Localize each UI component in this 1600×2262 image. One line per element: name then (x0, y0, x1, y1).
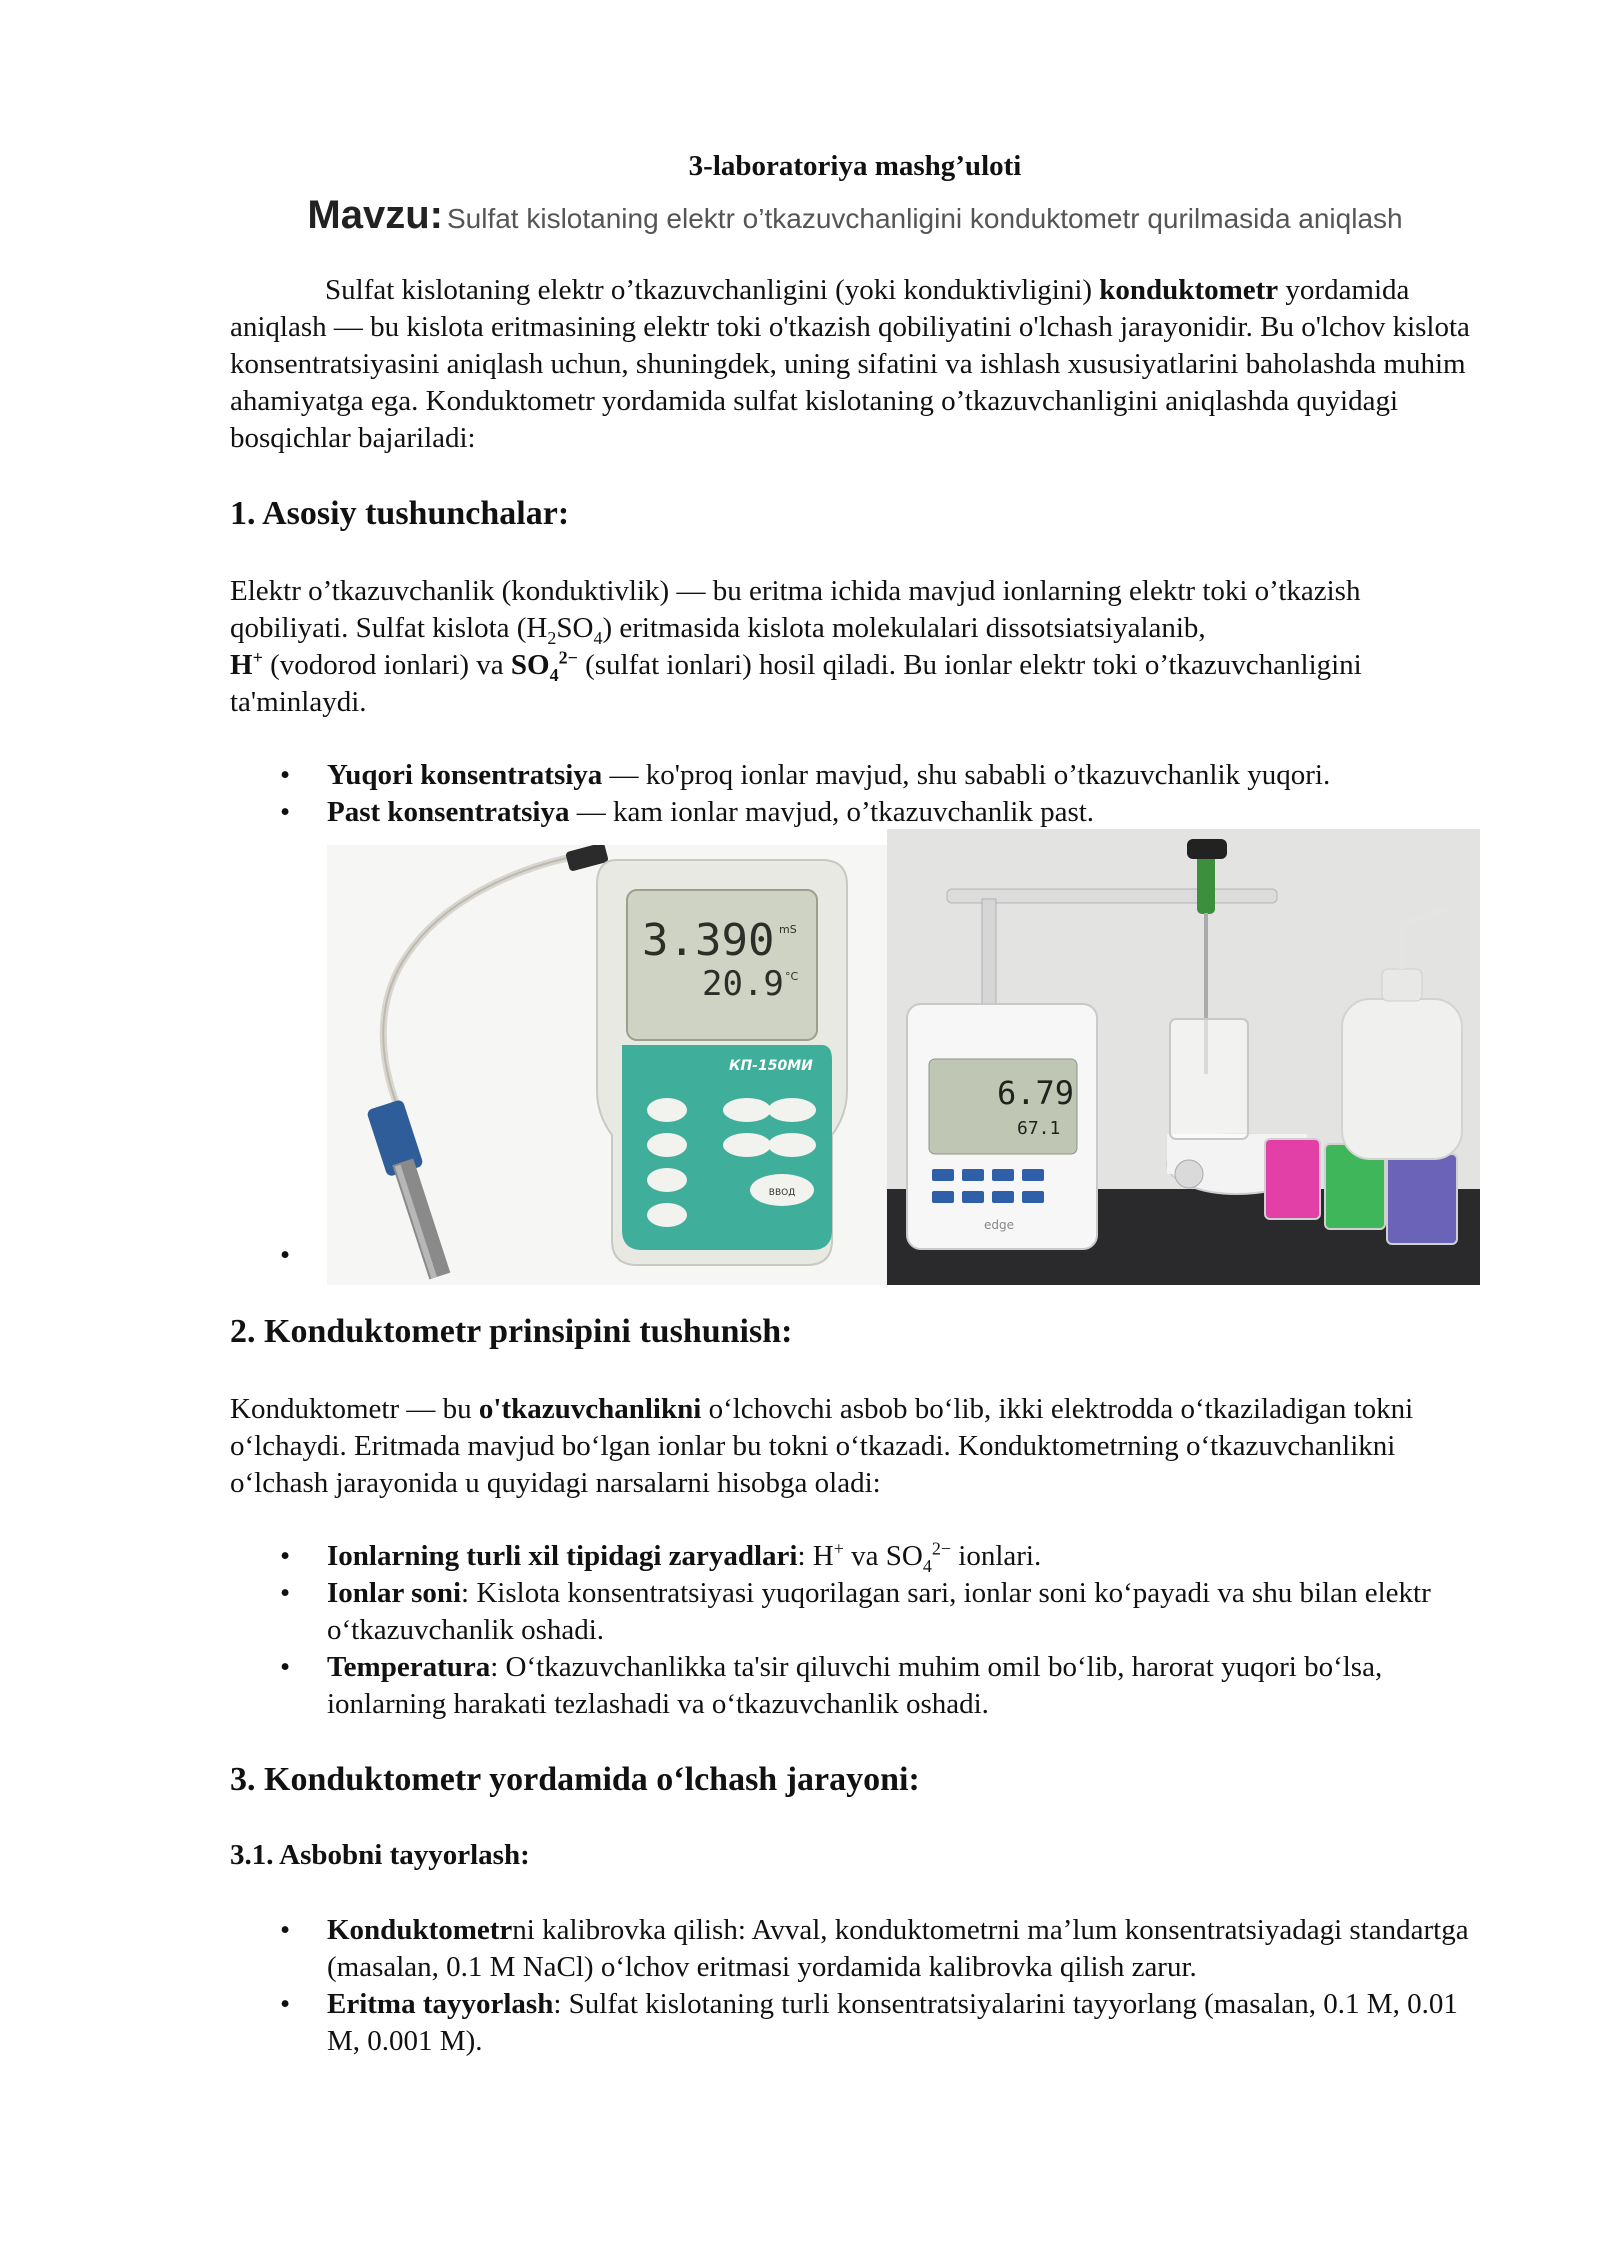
bullet-dot: • (280, 1651, 291, 1683)
document-page (230, 150, 1480, 2060)
left-display-unit: mS (779, 923, 797, 936)
bullet-text: : O‘tkazuvchanlikka ta'sir qiluvchi muhim omil bo‘lib, harorat yuqori bo‘lsa, ionlarning harakati tezlashadi va o‘tkazuvchanlik oshadi. (327, 1651, 1383, 1720)
bullet-dot: • (280, 1914, 291, 1946)
list-item (230, 1912, 1480, 1986)
bullet-dot: • (280, 1239, 291, 1271)
bullet-text: va SO (843, 1540, 923, 1572)
right-display-sub: 67.1 (1017, 1118, 1061, 1139)
s1-h-ion: H (230, 649, 253, 681)
bullet-bold: Ionlarning turli xil tipidagi zaryadlari (327, 1540, 798, 1572)
list-item (230, 1575, 1480, 1649)
topic-label: Mavzu: (307, 193, 443, 237)
bullet-text: — ko'proq ionlar mavjud, shu sababli o’tkazuvchanlik yuqori. (602, 759, 1331, 791)
bullet-dot: • (280, 759, 291, 791)
s1-sub-4b: 4 (549, 664, 559, 685)
bullet-dot: • (280, 1577, 291, 1609)
s2-charge: 2− (931, 1538, 952, 1559)
list-item (230, 1538, 1480, 1575)
topic-line (230, 193, 1480, 238)
intro-paragraph (230, 272, 1480, 457)
bullet-bold: Ionlar soni (327, 1577, 462, 1609)
s1-text-b: ) eritmasida kislota molekulalari dissotsiatsiyalanib, (602, 612, 1206, 644)
intro-bold-term: konduktometr (1099, 274, 1279, 306)
s2-text-a: Konduktometr — bu (230, 1393, 479, 1425)
list-item (230, 1986, 1480, 2060)
list-item (230, 794, 1480, 831)
intro-text-2: yordamida aniqlash — bu kislota eritmasining elektr toki o'tkazish qobiliyatini o'lchash jarayonidir. Bu o'lchov kislota konsentratsiyasini aniqlash uchun, shuningdek, uning sifatini va ishlash xususiyatlarini baholashda muhim ahamiyatga ega. Konduktometr yordamida sulfat kislotaning o’tkazuvchanligini aniqlashda quyidagi bosqichlar bajariladi: (230, 274, 1470, 454)
handheld-conductometer-illustration (327, 845, 887, 1285)
left-display-sub: 20.9 (702, 964, 784, 1004)
s2-bold-term: o'tkazuvchanlikni (478, 1393, 702, 1425)
s1-charge: 2− (558, 647, 578, 668)
image-row (230, 835, 1480, 1275)
intro-text-1: Sulfat kislotaning elektr o’tkazuvchanligini (yoki konduktivligini) (325, 274, 1100, 306)
bench-conductometer-image (887, 829, 1480, 1285)
bullet-text: ni kalibrovka qilish: Avval, konduktometrni ma’lum konsentratsiyadagi standartga (masalan, 0.1 M NaCl) o‘lchov eritmasi yordamida kalibrovka qilish zarur. (327, 1914, 1469, 1983)
section1-paragraph (230, 573, 1480, 721)
left-display-deg: °C (785, 970, 799, 983)
section2-bullet-list (230, 1538, 1480, 1723)
s1-text-c: (vodorod ionlari) va (262, 649, 511, 681)
bullet-dot: • (280, 1540, 291, 1572)
s1-so: SO (556, 612, 594, 644)
bullet-text: : Sulfat kislotaning turli konsentratsiyalarini tayyorlang (masalan, 0.1 M, 0.01 M, 0.001 M). (327, 1988, 1458, 2057)
left-btn-enter: ВВОД (768, 1188, 796, 1198)
bench-conductometer-illustration (887, 829, 1480, 1285)
s1-text-a: Elektr o’tkazuvchanlik (konduktivlik) — bu eritma ichida mavjud ionlarning elektr toki o’tkazish qobiliyati. Sulfat kislota (H (230, 575, 1361, 644)
section2-paragraph (230, 1391, 1480, 1502)
bullet-text: — kam ionlar mavjud, o’tkazuvchanlik past. (569, 796, 1095, 828)
bullet-bold: Temperatura (327, 1651, 491, 1683)
bullet-bold: Eritma tayyorlash (327, 1988, 554, 2020)
lab-title: 3-laboratoriya mashg’uloti (688, 150, 1022, 182)
bullet-bold: Yuqori konsentratsiya (327, 759, 603, 791)
left-display-main: 3.390 (642, 915, 775, 966)
list-item (230, 1649, 1480, 1723)
topic-text: Sulfat kislotaning elektr o’tkazuvchanligini konduktometr qurilmasida aniqlash (446, 203, 1403, 234)
handheld-conductometer-image (327, 845, 887, 1285)
bullet-dot: • (280, 796, 291, 828)
left-brand: КП-150МИ (729, 1058, 813, 1074)
s2-plus: + (833, 1538, 844, 1559)
bullet-bold: Konduktometr (327, 1914, 513, 1946)
section1-bullet-list (230, 757, 1480, 831)
section1-heading: 1. Asosiy tushunchalar: (230, 495, 570, 532)
s1-text-d: (sulfat ionlari) hosil qiladi. Bu ionlar elektr toki o’tkazuvchanligini ta'minlaydi. (230, 649, 1362, 718)
section3-heading: 3. Konduktometr yordamida o‘lchash jarayoni: (230, 1761, 920, 1798)
s1-sub-2: 2 (547, 627, 557, 648)
s1-sub-4: 4 (593, 627, 603, 648)
right-brand: edge (984, 1218, 1014, 1232)
bullet-text: : Kislota konsentratsiyasi yuqorilagan sari, ionlar soni ko‘payadi va shu bilan elektr o‘tkazuvchanlik oshadi. (327, 1577, 1431, 1646)
s2-sub: 4 (922, 1555, 932, 1576)
bullet-text: : H (797, 1540, 834, 1572)
s2-text-b: o‘lchovchi asbob bo‘lib, ikki elektrodda o‘tkaziladigan tokni o‘lchaydi. Eritmada mavjud bo‘lgan ionlar bu tokni o‘tkazadi. Konduktometrning o‘tkazuvchanlikni o‘lchash jarayonida u quyidagi narsalarni hisobga oladi: (230, 1393, 1414, 1499)
bullet-text: ionlari. (951, 1540, 1042, 1572)
bullet-bold: Past konsentratsiya (327, 796, 570, 828)
bullet-dot: • (280, 1988, 291, 2020)
section3-subheading: 3.1. Asbobni tayyorlash: (230, 1839, 530, 1871)
section2-heading: 2. Konduktometr prinsipini tushunish: (230, 1313, 793, 1350)
section3-bullet-list (230, 1912, 1480, 2060)
list-item (230, 757, 1480, 794)
s1-so-ion: SO (510, 649, 550, 681)
right-display-main: 6.79 (997, 1074, 1075, 1112)
s1-plus: + (252, 647, 263, 668)
